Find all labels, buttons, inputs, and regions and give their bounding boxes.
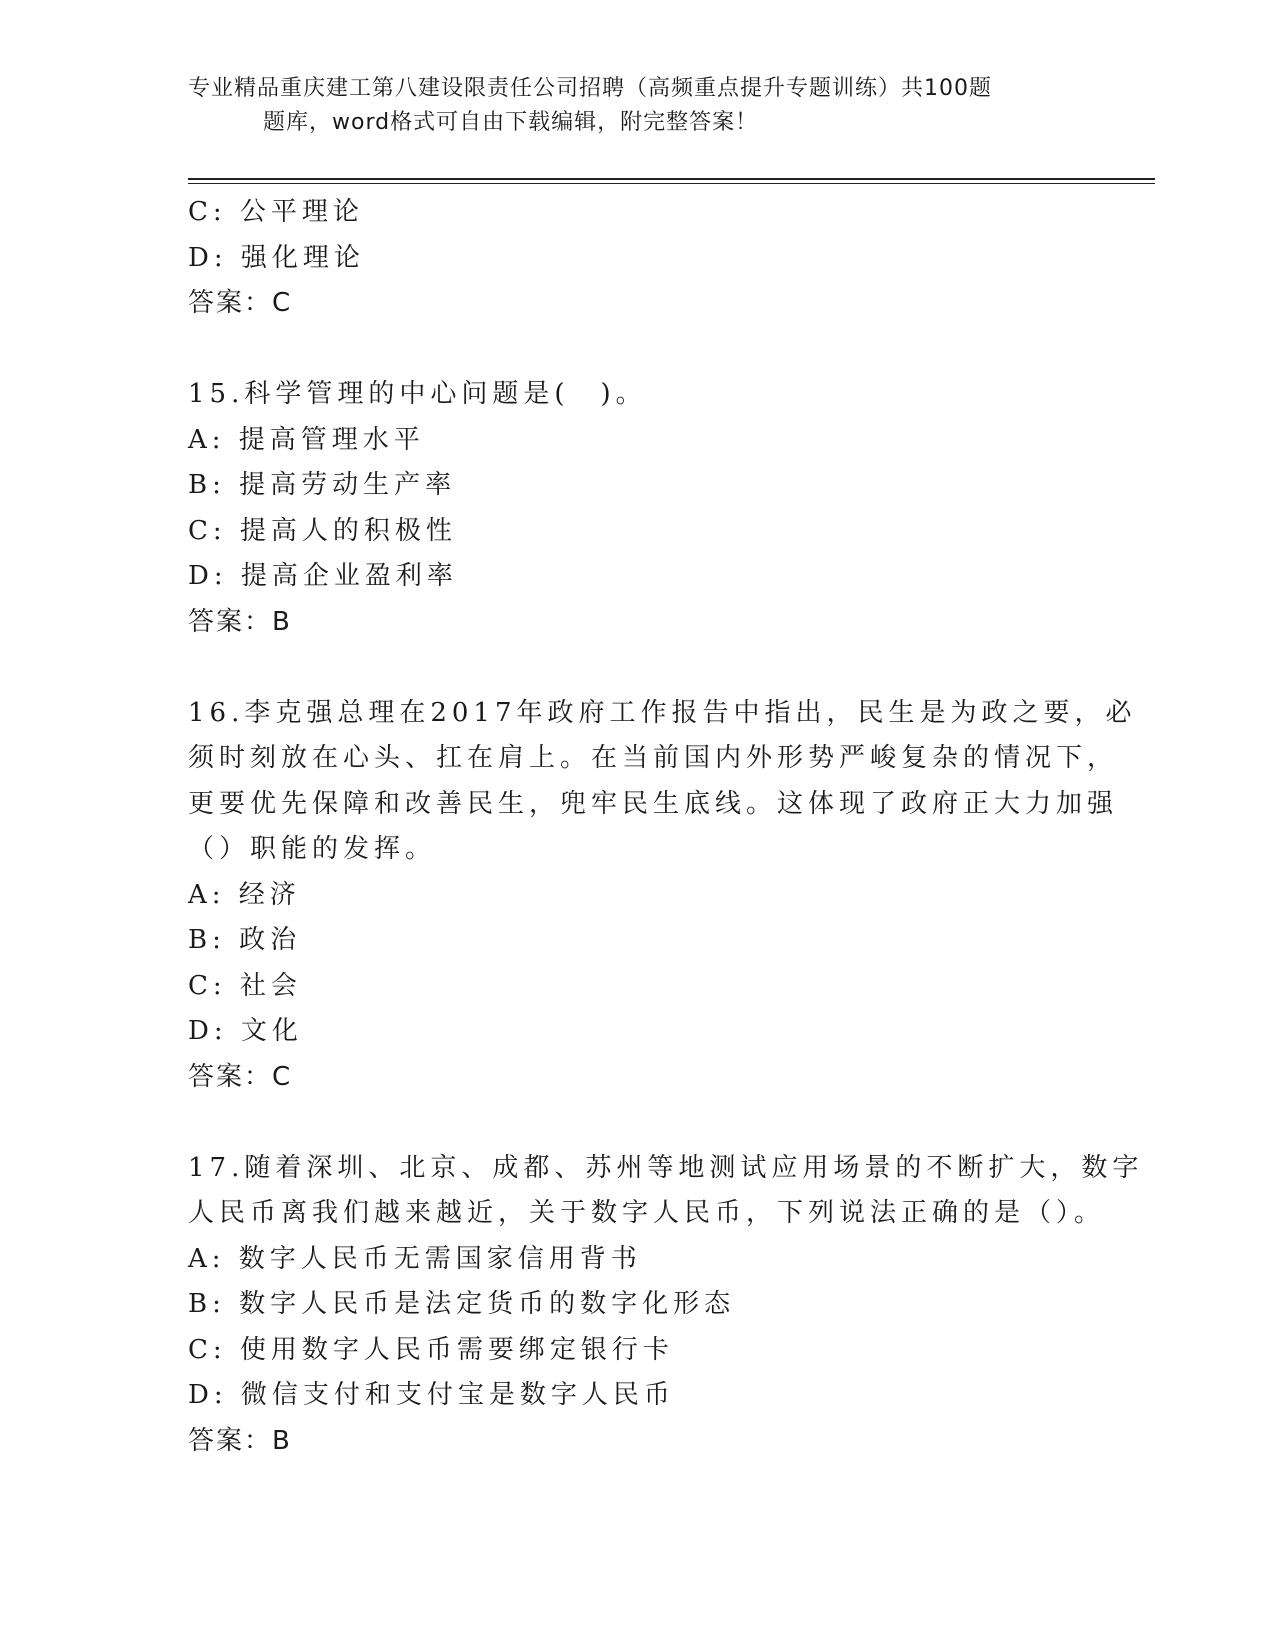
question-text-line: 人民币离我们越来越近，关于数字人民币，下列说法正确的是（）。 (188, 1198, 1106, 1228)
header-rule-thin (188, 183, 1155, 184)
option-d: D: 微信支付和支付宝是数字人民币 (188, 1380, 675, 1410)
question-text-line: 15.科学管理的中心问题是( )。 (188, 379, 647, 409)
question-text (188, 691, 1137, 873)
option-c: C: 提高人的积极性 (188, 515, 457, 546)
question-block-17 (188, 1146, 1144, 1465)
question-text (188, 1146, 1144, 1237)
option-d: D: 提高企业盈利率 (188, 561, 458, 591)
question-text-line: 更要优先保障和改善民生，兜牢民生底线。这体现了政府正大力加强 (188, 788, 1119, 819)
question-text (188, 372, 1088, 418)
option-d: D: 文化 (188, 1016, 303, 1046)
spacer (188, 1100, 1088, 1146)
option-a: A: 数字人民币无需国家信用背书 (188, 1243, 642, 1274)
option-d: D: 强化理论 (188, 242, 365, 273)
answer-line: 答案：C (188, 288, 293, 318)
option-c: C: 使用数字人民币需要绑定银行卡 (188, 1334, 674, 1365)
question-text-line: （）职能的发挥。 (188, 834, 437, 864)
answer-line: 答案：B (188, 1425, 292, 1456)
question-list (188, 190, 1144, 1464)
option-a: A: 经济 (188, 879, 301, 910)
option-b: B: 数字人民币是法定货币的数字化形态 (188, 1289, 736, 1319)
option-c: C: 社会 (188, 970, 302, 1001)
option-c: C: 公平理论 (188, 197, 364, 227)
option-a: A: 提高管理水平 (188, 424, 425, 455)
question-text-line: 须时刻放在心头、扛在肩上。在当前国内外形势严峻复杂的情况下， (188, 743, 1119, 773)
question-text-line: 17.随着深圳、北京、成都、苏州等地测试应用场景的不断扩大，数字 (188, 1152, 1144, 1183)
page-header (188, 72, 1068, 140)
header-rule-thick (188, 178, 1155, 180)
question-block-16 (188, 691, 1137, 1101)
answer-line: 答案：B (188, 606, 292, 637)
header-title-line1: 专业精品重庆建工第八建设限责任公司招聘（高频重点提升专题训练）共100题 (188, 76, 992, 101)
spacer (188, 645, 1088, 691)
question-text-line: 16.李克强总理在2017年政府工作报告中指出，民生是为政之要，必 (188, 697, 1137, 728)
header-title-line2: 题库，word格式可自由下载编辑，附完整答案！ (263, 110, 759, 135)
answer-line: 答案：C (188, 1061, 293, 1092)
spacer (188, 327, 1088, 373)
question-block-14-tail (188, 190, 1088, 327)
question-block-15 (188, 372, 1088, 645)
option-b: B: 政治 (188, 925, 302, 955)
option-b: B: 提高劳动生产率 (188, 470, 457, 500)
